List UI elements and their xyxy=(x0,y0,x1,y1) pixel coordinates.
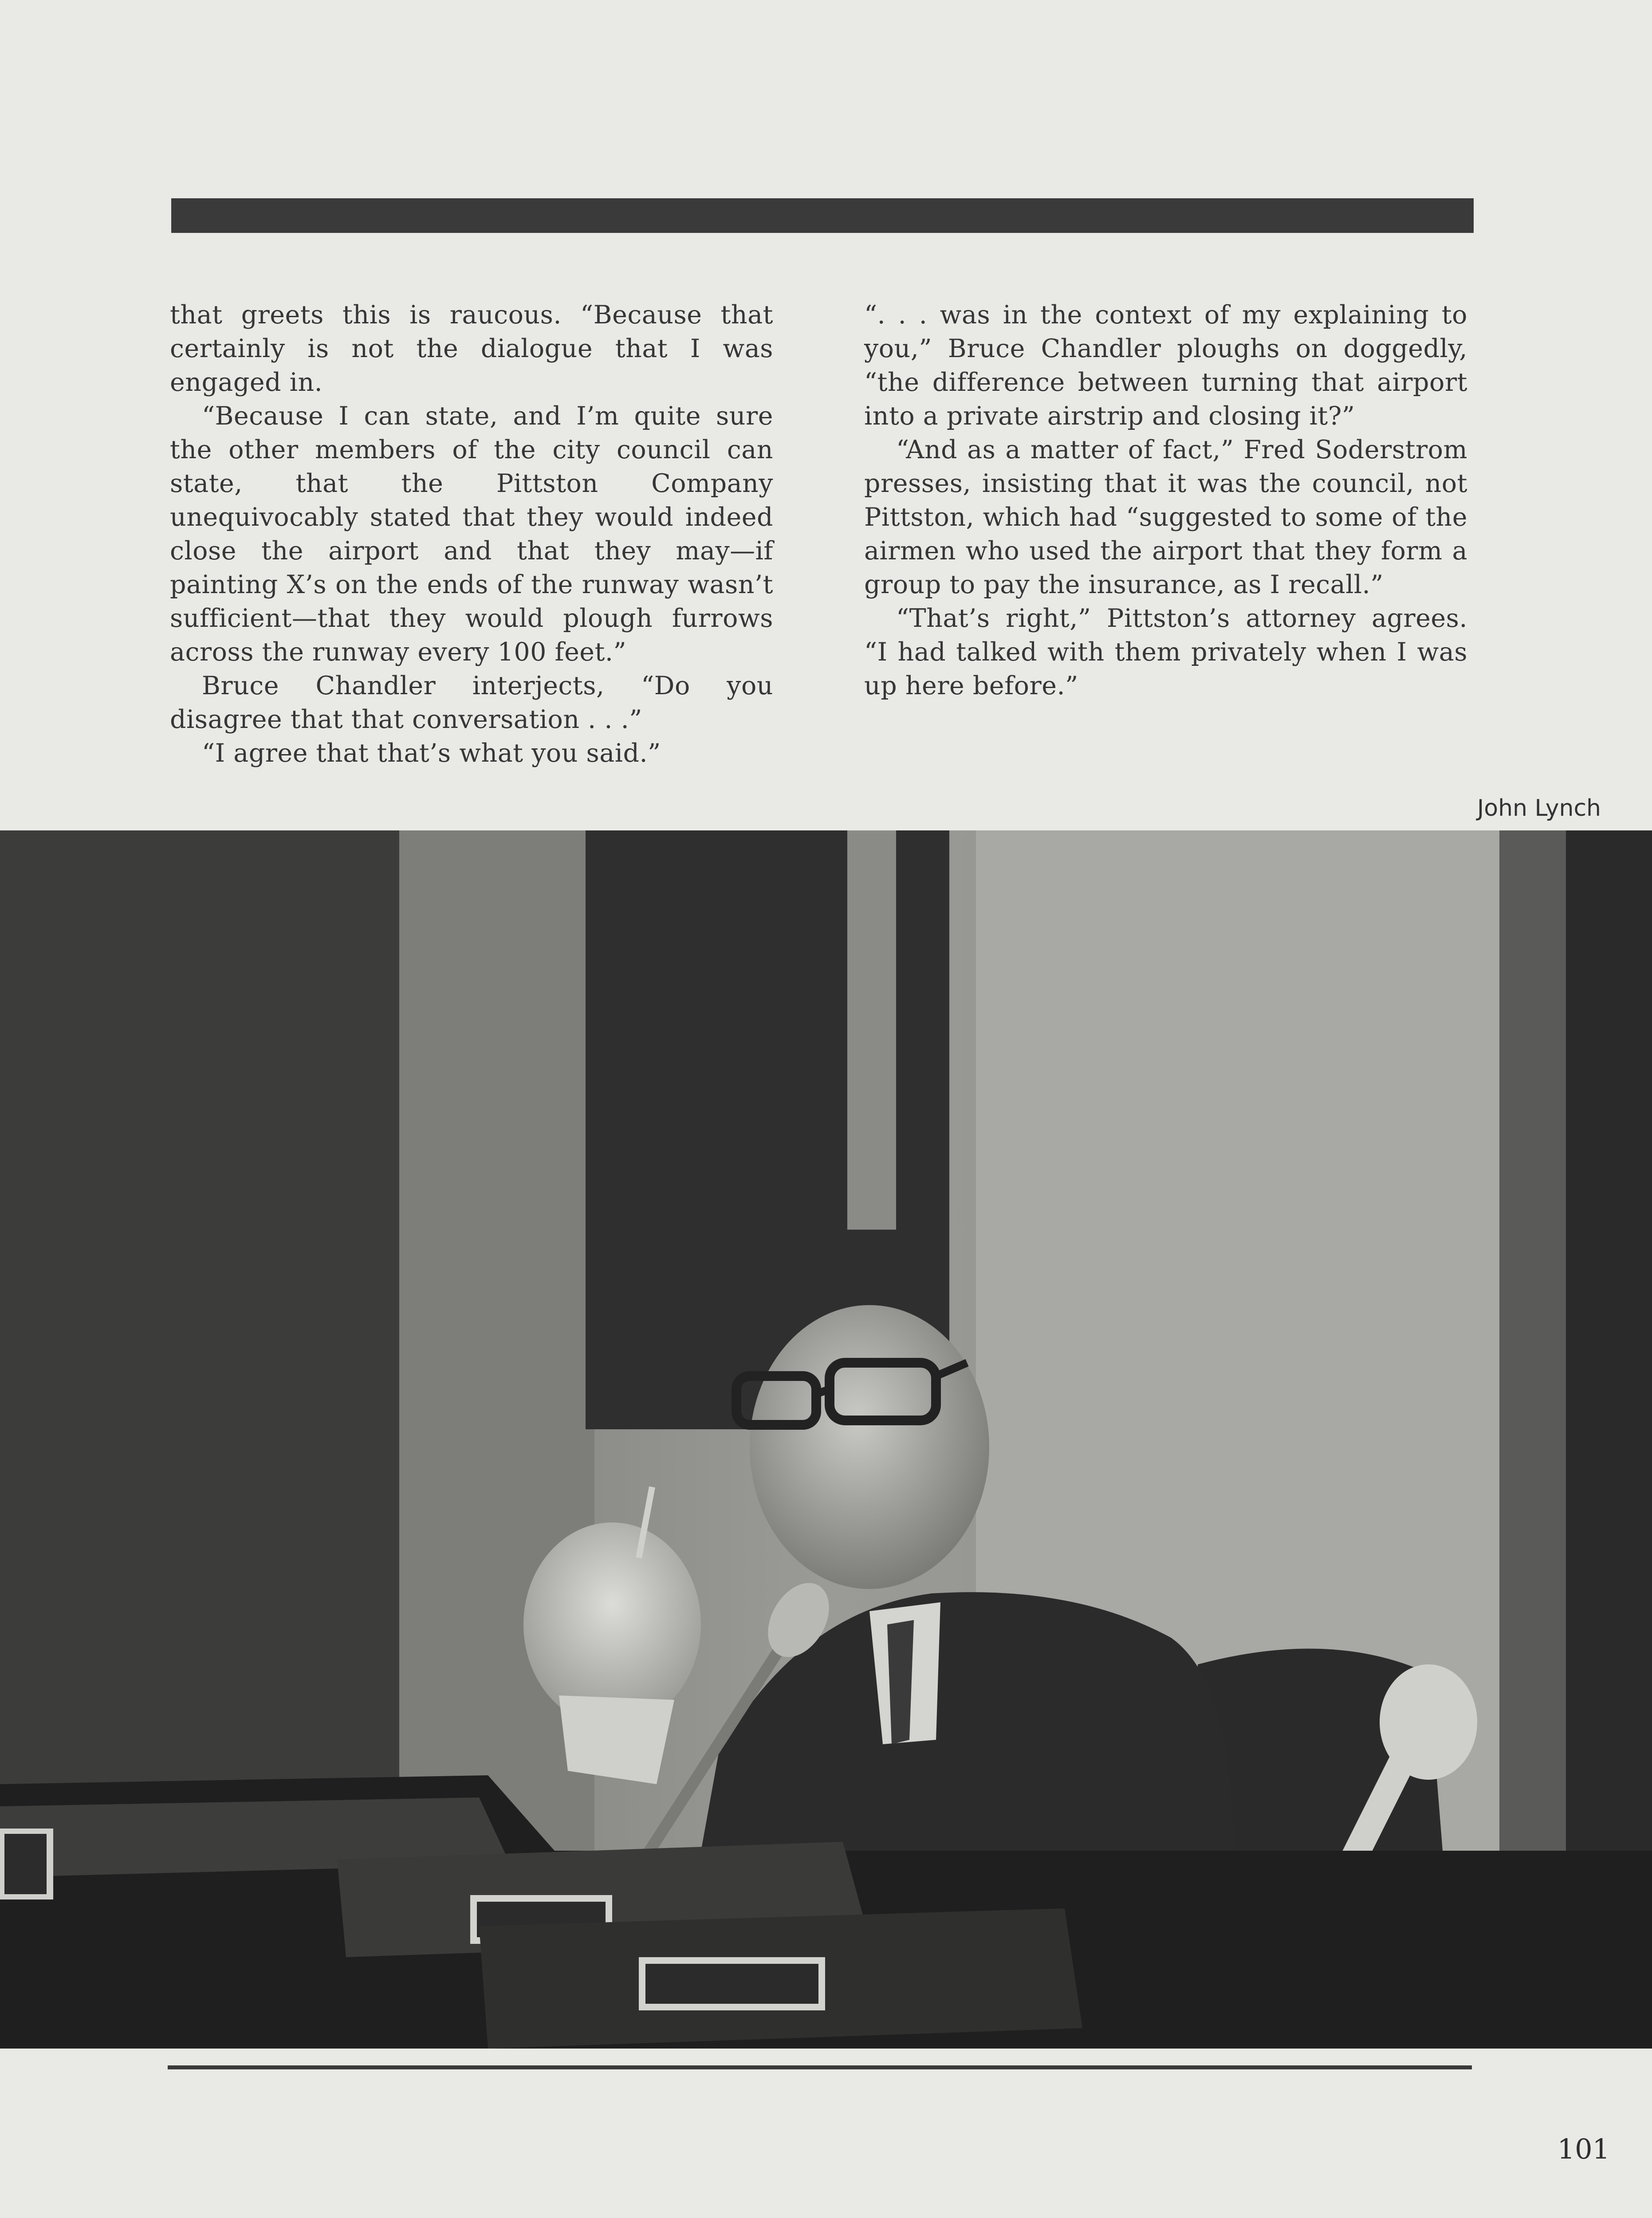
header-rule xyxy=(171,198,1474,233)
photo-credit: John Lynch xyxy=(1477,795,1601,822)
paragraph: “I agree that that’s what you said.” xyxy=(202,739,661,768)
paragraph: that greets this is raucous. “Because that certainly is not the dialogue that I was engaged in. xyxy=(170,300,773,397)
paragraph: “That’s right,” Pittston’s attorney agrees. “I had talked with them privately when I was up here before.” xyxy=(864,604,1467,700)
paragraph: Bruce Chandler interjects, “Do you disagree that that conversation . . .” xyxy=(170,671,773,734)
text-column-right xyxy=(864,298,1467,703)
paragraph: “And as a matter of fact,” Fred Soderstrom presses, insisting that it was the council, not Pittston, which had “suggested to some of the airmen who used the airport that they form a group to pay the insurance, as I recall.” xyxy=(864,435,1467,599)
photograph xyxy=(0,830,1652,2049)
paragraph: “Because I can state, and I’m quite sure the other members of the city council can state, that the Pittston Company unequivocably stated that they would indeed close the airport and that they may—if painting X’s on the ends of the runway wasn’t sufficient—that they would plough furrows across the runway every 100 feet.” xyxy=(170,401,773,667)
paragraph: “. . . was in the context of my explaining to you,” Bruce Chandler ploughs on doggedly, “the difference between turning that airport into a private airstrip and closing it?” xyxy=(864,300,1467,431)
text-column-left xyxy=(170,298,773,770)
page-number: 101 xyxy=(1557,2133,1610,2165)
footer-rule xyxy=(168,2065,1472,2069)
